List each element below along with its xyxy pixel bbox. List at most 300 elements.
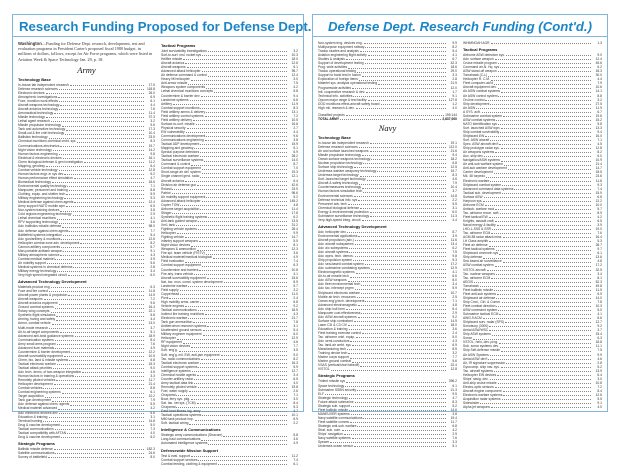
dot-leader — [202, 266, 287, 267]
line-item-amount: 4.4 — [150, 103, 155, 108]
line-item-amount: 4.1 — [293, 271, 298, 276]
line-item-label: High mobility arms. carrier — [161, 299, 200, 304]
line-item-label: Adv. ASW aircraft systems — [318, 314, 357, 319]
line-item-amount: 3.2 — [597, 97, 602, 102]
dot-leader — [490, 181, 591, 182]
line-item-label: Tac. airborne recon. acft. — [463, 210, 500, 215]
dot-leader — [371, 159, 446, 160]
dot-leader — [191, 399, 287, 400]
line-item-label: Air, IR signature suppression — [463, 360, 506, 365]
line-item-label: Nuclear propulsion technology — [318, 161, 363, 166]
line-item-amount: 9.2 — [452, 314, 457, 319]
line-item-label: RPV supporting technology — [18, 220, 58, 225]
line-item-label: Drug & vaccine development — [18, 434, 61, 439]
line-item-label: Manufacturing tech — [318, 347, 347, 352]
line-item-label: Tactical communications — [161, 308, 197, 312]
line-item-label: Survey of battlefield — [18, 454, 47, 459]
dot-leader — [354, 196, 446, 197]
dot-leader — [499, 314, 591, 315]
dot-leader — [200, 363, 287, 364]
dot-leader — [349, 329, 446, 330]
line-item-amount: 6.4 — [150, 163, 155, 168]
line-item-label: Adv. helicopter dev. — [318, 229, 347, 234]
line-item-label: Boat, ferry sys. pkg. — [161, 397, 191, 402]
line-item-label: AGM-88 radar attack miss. — [463, 235, 503, 240]
line-item-label: Alpha jet weapons — [463, 405, 490, 410]
dot-leader — [59, 109, 144, 110]
line-item-amount: 23.5 — [148, 135, 155, 140]
line-item-label: Aerial ASW/WSC — [463, 328, 489, 333]
line-item-label: Navigation/ASW systems — [463, 158, 501, 163]
line-item-label: Fleet air defense — [463, 243, 488, 248]
line-item-amount: 14.2 — [148, 147, 155, 152]
line-item-label: Combat feeding, clothing & equipment — [161, 461, 217, 466]
line-item-label: Tank gun development — [18, 398, 52, 403]
line-item-amount: 10.0 — [595, 202, 602, 207]
line-item-amount: 16.4 — [148, 305, 155, 310]
line-item-amount: 8.3 — [150, 139, 155, 144]
dot-leader — [75, 336, 144, 337]
line-item-amount: 4.0 — [150, 430, 155, 435]
dot-leader — [198, 367, 287, 368]
line-item-amount: 4.7 — [452, 395, 457, 400]
line-item-label: Energy & environmental protection — [318, 209, 369, 214]
line-item-label: Division air defense gun — [161, 182, 197, 187]
dot-leader — [197, 375, 287, 376]
dot-leader — [502, 302, 591, 303]
line-item-amount: 4.5 — [597, 142, 602, 147]
dot-leader — [362, 155, 446, 156]
line-item-label: Environmental sciences — [318, 193, 353, 198]
line-item-label: Countermine & barrier development — [18, 349, 71, 354]
dot-leader — [363, 192, 446, 193]
line-item-label: Materiel sys. analysis operational testing — [318, 81, 378, 86]
line-item-label: Fire spt. team vehicle (FISTV) — [161, 251, 205, 256]
line-item-label: Environmental applications — [318, 233, 358, 238]
category-heading: Intelligence & Communications — [161, 427, 221, 433]
dot-leader — [491, 407, 591, 408]
dot-leader — [185, 63, 287, 64]
dot-leader — [351, 406, 446, 407]
line-item-label: Countermine and barriers — [161, 267, 199, 272]
dot-leader — [355, 289, 446, 290]
line-item-amount: 4.3 — [452, 339, 457, 344]
line-item-label: Aircraft propulsion (adv.) — [318, 237, 354, 242]
line-item-label: Shipboard surv. radar (SPS) — [463, 320, 505, 325]
dot-leader — [489, 217, 591, 218]
line-item-amount: 18.8 — [595, 340, 602, 345]
dot-leader — [200, 209, 287, 210]
dot-leader — [177, 339, 287, 340]
dot-leader — [204, 161, 287, 162]
dot-leader — [499, 144, 591, 145]
line-item-label: Ship development — [463, 101, 490, 106]
line-item-amount: 8.7 — [452, 229, 457, 234]
line-item-label: Helicopter EW devices — [463, 372, 497, 377]
line-item-amount: 9.1 — [150, 248, 155, 253]
dot-leader — [188, 286, 287, 287]
line-item-amount: 42.3 — [450, 61, 457, 66]
line-item-amount: 6.4 — [293, 178, 298, 183]
dot-leader — [476, 108, 591, 109]
line-item-label: Field artillery delivery — [161, 117, 192, 122]
line-item-amount: 5.1 — [452, 444, 457, 449]
dot-leader — [69, 360, 144, 361]
line-item-amount: 14.8 — [450, 193, 457, 198]
dot-leader — [176, 395, 287, 396]
dot-leader — [498, 310, 591, 311]
line-item-amount: 16.4 — [595, 235, 602, 240]
dot-leader — [494, 290, 591, 291]
line-item-amount: 7.1 — [150, 183, 155, 188]
category-heading: Strategic Programs — [18, 440, 55, 446]
dot-leader — [480, 403, 591, 404]
line-item-amount: 4.9 — [150, 345, 155, 350]
line-item-label: Tactical electronic warfare — [161, 360, 199, 365]
line-item-amount: 3.4 — [597, 271, 602, 276]
line-item-label: Aircraft equipment dev. — [463, 85, 497, 90]
dot-leader — [66, 194, 144, 195]
left-page-title: Research Funding Proposed for Defense Dept. — [13, 15, 303, 37]
dot-leader — [495, 266, 591, 267]
dot-leader — [201, 96, 287, 97]
dot-leader — [191, 80, 287, 81]
line-item-amount: 9.9 — [293, 231, 298, 236]
dot-leader — [492, 335, 591, 336]
dot-leader — [60, 105, 144, 106]
line-item-label: MANEUVER systems — [318, 411, 350, 416]
dot-leader — [378, 84, 446, 85]
line-item-amount: 9.5 — [452, 391, 457, 396]
dot-leader — [489, 330, 591, 331]
line-item-amount: 5.2 — [293, 194, 298, 199]
dot-leader — [365, 63, 446, 64]
line-item-amount: 7.6 — [597, 231, 602, 236]
line-item-label: Soft. tactical wiring — [161, 421, 189, 426]
line-item-amount: 14.0 — [595, 295, 602, 300]
line-item-amount: 19.7 — [148, 143, 155, 148]
line-item-label: Battlefield systems integration — [18, 232, 62, 237]
line-item-label: Aircraft & safety technology — [318, 181, 359, 186]
dot-leader — [361, 285, 446, 286]
dot-leader — [187, 67, 287, 68]
line-item-label: Night vision technology — [18, 147, 52, 152]
line-item-amount: 5.6 — [150, 260, 155, 265]
dot-leader — [191, 347, 287, 348]
line-item-amount: 10.3 — [291, 53, 298, 58]
line-item-label: Tactical electronic warfare — [18, 361, 56, 366]
dot-leader — [494, 84, 591, 85]
dot-leader — [496, 298, 591, 299]
line-item-amount: 10.6 — [595, 85, 602, 90]
dot-leader — [359, 184, 446, 185]
line-item-amount: 3.4 — [150, 268, 155, 273]
line-item-amount: 7.0 — [293, 166, 298, 171]
line-item-amount: 4.0 — [293, 380, 298, 385]
line-item-amount: 6.8 — [150, 357, 155, 362]
line-item-label: Tac. nuclear weapons — [463, 271, 495, 276]
line-item-label: Electronic warfare — [161, 316, 188, 321]
line-item-amount: 11.9 — [595, 105, 602, 110]
line-item-amount: 7.6 — [150, 107, 155, 112]
line-item-amount: 7.2 — [597, 384, 602, 389]
line-item-label: Sonobuoy (3000) — [463, 324, 489, 329]
line-item-label: Man-portable antitank weapon — [18, 248, 63, 253]
line-item-label: Space technology — [318, 383, 345, 388]
line-item-amount: 7.9 — [452, 181, 457, 186]
line-item-amount: 5.3 — [293, 405, 298, 410]
line-item-amount: 13.5 — [291, 218, 298, 223]
dot-leader — [193, 120, 287, 121]
line-item-amount: 7.1 — [293, 392, 298, 397]
dot-leader — [56, 316, 144, 317]
line-item-label: Communications development — [161, 133, 206, 138]
dot-leader — [213, 258, 287, 259]
line-item-label: Anti-tank guided weapon — [161, 218, 198, 223]
line-item-amount: 17.2 — [595, 263, 602, 268]
line-item-label: Ship propulsion system — [318, 258, 353, 263]
line-item-amount: 8.0 — [150, 454, 155, 459]
category-heading: Advanced Technology Development — [318, 223, 387, 229]
line-item-label: Education & training — [318, 326, 348, 331]
line-item-label: Single channel grnd. radio — [161, 174, 200, 179]
line-item-amount: 15.6 — [291, 275, 298, 280]
dateline: Washington — [18, 41, 42, 46]
dot-leader — [367, 180, 446, 181]
line-item-amount: 4.1 — [452, 53, 457, 58]
line-item-label: Combat medical materiel — [18, 256, 55, 261]
line-item-label: Aircraft weapons technology — [18, 103, 60, 108]
dot-leader — [474, 282, 591, 283]
dot-leader — [346, 382, 446, 383]
dot-leader — [70, 405, 144, 406]
line-item-amount: 8.4 — [597, 388, 602, 393]
line-item-amount: 7.5 — [293, 81, 298, 86]
line-item-label: Mapping and geodesy — [161, 146, 194, 151]
line-item-amount: 7.7 — [150, 228, 155, 233]
line-item-label: Roland — [161, 186, 172, 191]
dot-leader — [55, 259, 144, 260]
dot-leader — [348, 281, 446, 282]
line-item-amount: 16.8 — [291, 121, 298, 126]
dot-leader — [354, 321, 446, 322]
line-item-label: Shipboard combat system — [463, 182, 502, 187]
line-item-amount: 3.1 — [452, 205, 457, 210]
line-item-amount: 9.6 — [150, 123, 155, 128]
line-item-amount: 4.9 — [293, 255, 298, 260]
line-item-label: Field supply — [161, 287, 179, 292]
dot-leader — [59, 154, 144, 155]
line-item-amount: 7.2 — [150, 297, 155, 302]
dot-leader — [496, 306, 591, 307]
dot-leader — [206, 88, 287, 89]
line-item-amount: 29.0 — [450, 69, 457, 74]
line-item-amount: 3.4 — [293, 372, 298, 377]
line-item-amount: 11.6 — [450, 237, 457, 242]
line-item-amount: 6.7 — [452, 57, 457, 62]
line-item-amount: 3.2 — [452, 351, 457, 356]
line-item-amount: 5.9 — [150, 192, 155, 197]
line-item-amount: 6.6 — [597, 194, 602, 199]
line-item-label: Adv. electronic devices dev — [18, 410, 58, 415]
dot-leader — [59, 101, 144, 102]
line-item-label: Fleet combat direction — [463, 303, 496, 308]
line-item-label: Remotely piloted vehicles — [18, 378, 56, 383]
line-item-amount: 11.4 — [148, 111, 155, 116]
dot-leader — [500, 67, 591, 68]
line-item-label: Fleet tactical EW — [463, 214, 488, 219]
line-item-label: Air ASW — [463, 105, 476, 110]
dot-leader — [370, 143, 446, 144]
line-item-label: Weapons & ammunition — [161, 247, 196, 252]
dot-leader — [70, 85, 144, 86]
line-item-amount: 10.5 — [148, 353, 155, 358]
line-item-label: Adv. submarine combating systems — [318, 266, 370, 271]
line-item-amount: 12.9 — [291, 336, 298, 341]
line-item-label: Adv. defense against chem agents — [18, 228, 69, 233]
line-item-amount: 14.6 — [450, 407, 457, 412]
dot-leader — [52, 324, 144, 325]
line-item-amount: 8.9 — [597, 210, 602, 215]
line-item-label: Aeronautical technology — [18, 111, 54, 116]
line-item-label: Communications-electronics — [18, 143, 60, 148]
line-item-amount: 6.9 — [597, 291, 602, 296]
dot-leader — [59, 223, 144, 224]
line-item-label: Surface ASW — [463, 194, 483, 199]
line-item-amount: 7.2 — [293, 113, 298, 118]
dot-leader — [206, 112, 287, 113]
dot-leader — [489, 326, 591, 327]
dot-leader — [60, 255, 144, 256]
dot-leader — [206, 254, 287, 255]
dot-leader — [494, 371, 591, 372]
line-item-amount: 6.7 — [597, 109, 602, 114]
line-item-label: Surf-to-surf. msl. rocket sys — [161, 53, 202, 58]
line-item-amount: 8.8 — [150, 386, 155, 391]
line-item-amount: 17.3 — [148, 127, 155, 132]
line-item-amount: 8.1 — [293, 243, 298, 248]
line-item-amount: 9.3 — [150, 196, 155, 201]
dot-leader — [55, 340, 144, 341]
line-item-amount: 11.1 — [595, 344, 602, 349]
line-item-label: Physical security — [161, 125, 186, 130]
line-item-label: ELF — [318, 391, 325, 396]
line-item-amount: 3.8 — [452, 411, 457, 416]
line-item-label: Ballistic missile defense — [18, 446, 53, 451]
line-item-label: Military engineer equipment — [161, 332, 202, 337]
line-item-amount: 5.5 — [293, 239, 298, 244]
line-item-amount: 8.2 — [150, 240, 155, 245]
dot-leader — [501, 92, 591, 93]
line-item-amount: 3.5 — [293, 348, 298, 353]
line-item-amount: 13.3 — [595, 125, 602, 130]
line-item-label: Arming, fuzing and safety — [18, 317, 56, 322]
line-item-amount: 6.6 — [452, 274, 457, 279]
line-item-label: Countermine & barrier dev — [161, 93, 200, 98]
line-item-label: Advanced attack helicopter — [161, 69, 201, 74]
line-item-amount: 6.3 — [597, 336, 602, 341]
dot-leader — [200, 108, 287, 109]
line-item-label: Sat. tac. net sys. (TCM) — [161, 401, 196, 406]
line-item-amount: 6.0 — [597, 154, 602, 159]
line-item-label: Night vision devices — [161, 243, 191, 248]
line-item-label: Aircraft avionics — [161, 178, 185, 183]
line-item-label: Submarine combat system — [463, 113, 503, 118]
dot-leader — [355, 240, 446, 241]
line-item-amount: 6.7 — [150, 244, 155, 249]
line-item-amount: 28.4 — [291, 227, 298, 232]
lead-text: —Funding for Defense Dept. research, development, test and evaluation programs in President Carter's proposed fiscal 1980 budget, in millions of dollars, follows, except for Air Force programs, which were listed in Aviation Week & Space Technology Jan. 29, p. 18: — [18, 41, 153, 62]
line-item-label: LHD-L-SSS & SSR — [463, 227, 492, 232]
line-item-amount: 13.9 — [595, 368, 602, 373]
dot-leader — [185, 306, 287, 307]
line-item-amount: 14.8 — [148, 418, 155, 423]
line-item-label: Tactical surveillance systems — [161, 158, 204, 163]
line-item-label: Navy satellite systems — [318, 436, 351, 441]
line-item-label: Ship prototype radar sys. — [463, 146, 500, 151]
line-item-label: Fleet training exercise control — [318, 331, 362, 335]
line-item-label: Communication systems — [18, 337, 54, 342]
line-item-label: Target acquisition — [18, 394, 44, 399]
dot-leader — [45, 397, 144, 398]
line-item-label: Ballistics technology — [18, 135, 48, 140]
dot-leader — [352, 438, 446, 439]
line-item-label: Air anti-sub warfare system — [463, 162, 503, 167]
line-item-label: LH Class amphib — [463, 239, 489, 244]
line-item-amount: 5.0 — [452, 335, 457, 340]
line-item-label: Defense technical info. sys — [318, 197, 358, 202]
line-item-label: Advanced anti-tank guidance systems — [18, 333, 74, 338]
line-item-amount: 5.5 — [150, 402, 155, 407]
dot-leader — [347, 349, 446, 350]
dot-leader — [357, 297, 446, 298]
line-item-amount: 26.0 — [148, 90, 155, 95]
line-item-amount: 13.0 — [148, 321, 155, 326]
line-item-label: Chemical hostile agents — [161, 372, 197, 377]
line-item-amount: 8.1 — [597, 275, 602, 280]
line-item-amount: 12.4 — [291, 73, 298, 78]
line-item-amount: 2.8 — [452, 77, 457, 82]
line-item-amount: 5.1 — [150, 329, 155, 334]
dot-leader — [62, 227, 144, 228]
line-item-amount: 8.2 — [452, 45, 457, 50]
line-item-amount: 11.9 — [291, 101, 298, 106]
line-item-label: Anti-ship cruise missile — [463, 380, 497, 385]
line-item-amount: 4.2 — [150, 406, 155, 411]
dot-leader — [501, 128, 591, 129]
line-item-amount: 118.8 — [146, 86, 155, 91]
line-item-amount: 12.1 — [291, 174, 298, 179]
dot-leader — [51, 312, 144, 313]
dot-leader — [190, 100, 288, 101]
line-item-label: Tomahawk — [463, 283, 479, 288]
dot-leader — [503, 262, 591, 263]
line-item-amount: 3.2 — [150, 119, 155, 124]
line-item-label: Xm1 tank — [161, 223, 175, 228]
dot-leader — [56, 320, 144, 321]
line-item-amount: 7.4 — [293, 259, 298, 264]
line-item — [18, 455, 155, 459]
line-item-amount: 10.9 — [595, 158, 602, 163]
dot-leader — [498, 88, 591, 89]
line-item-label: Human factors in training & operations — [18, 374, 75, 379]
line-item-label: Shipboard electronic warfare — [318, 290, 360, 295]
line-item-amount: 3.3 — [452, 440, 457, 445]
line-item-amount: 21.7 — [291, 316, 298, 321]
line-item-label: Air ASW Systems — [463, 352, 489, 357]
dot-leader — [55, 429, 144, 430]
line-item-label: Aircraft survivability equipment — [161, 275, 206, 280]
